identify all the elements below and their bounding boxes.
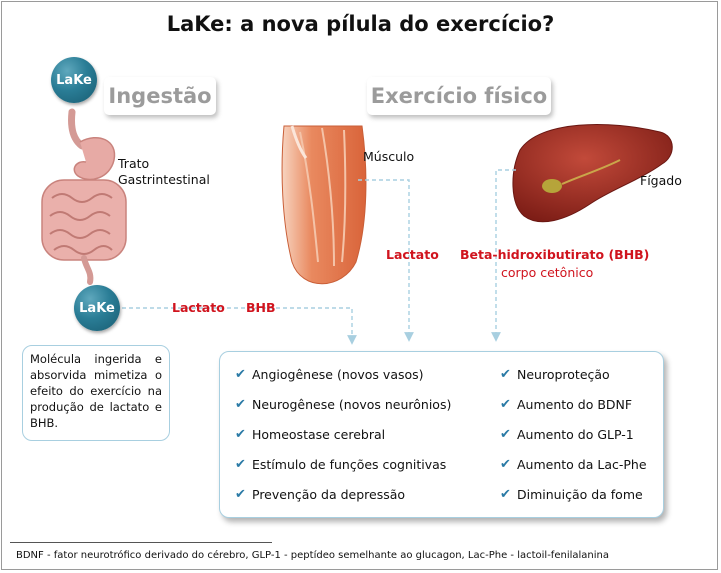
benefits-right-column — [500, 367, 647, 517]
check-icon: ✔ — [235, 367, 246, 382]
lactato-muscle-label: Lactato — [386, 247, 439, 262]
muscle-illustration — [282, 126, 366, 284]
check-icon: ✔ — [500, 367, 511, 382]
benefit-item: ✔ Diminuição da fome — [500, 487, 643, 502]
benefit-item: ✔ Aumento do BDNF — [500, 397, 633, 412]
benefits-left-column — [235, 367, 451, 517]
muscle-label: Músculo — [363, 149, 415, 164]
benefit-item: ✔ Estímulo de funções cognitivas — [235, 457, 447, 472]
benefit-item: ✔ Prevenção da depressão — [235, 487, 406, 502]
benefit-item: ✔ Angiogênese (novos vasos) — [235, 367, 424, 382]
check-icon: ✔ — [500, 487, 511, 502]
gut-label: Trato Gastrintestinal — [118, 156, 210, 187]
check-icon: ✔ — [235, 427, 246, 442]
bhb-liver-label: Beta-hidroxibutirato (BHB) — [460, 247, 650, 262]
check-icon: ✔ — [235, 397, 246, 412]
check-icon: ✔ — [235, 487, 246, 502]
ingestion-heading: Ingestão — [104, 77, 216, 115]
footnote: BDNF - fator neurotrófico derivado do cérebro, GLP-1 - peptídeo semelhante ao glucagon, Lac-Phe - lactoil-fenilalanina — [16, 550, 609, 561]
benefits-box — [219, 351, 664, 518]
liver-label: Fígado — [640, 173, 682, 188]
ketone-body-label: corpo cetônico — [501, 265, 594, 280]
benefit-item: ✔ Neuroproteção — [500, 367, 610, 382]
figure-title: LaKe: a nova pílula do exercício? — [166, 12, 555, 36]
check-icon: ✔ — [500, 427, 511, 442]
check-icon: ✔ — [500, 457, 511, 472]
lake-badge-top: LaKe — [51, 57, 97, 103]
footer-divider — [10, 542, 272, 543]
explanation-note: Molécula ingerida e absorvida mimetiza o efeito do exercício na produção de lactato e BHB. — [22, 345, 170, 441]
digestive-tract-illustration — [42, 112, 126, 282]
lactato-lake-label: Lactato — [172, 300, 225, 315]
benefit-item: ✔ Homeostase cerebral — [235, 427, 386, 442]
benefit-item: ✔ Aumento do GLP-1 — [500, 427, 634, 442]
lake-badge-bottom: LaKe — [74, 285, 120, 331]
check-icon: ✔ — [500, 397, 511, 412]
bhb-lake-label: BHB — [246, 300, 276, 315]
exercise-heading: Exercício físico — [367, 77, 551, 115]
benefit-item: ✔ Aumento da Lac-Phe — [500, 457, 647, 472]
check-icon: ✔ — [235, 457, 246, 472]
benefit-item: ✔ Neurogênese (novos neurônios) — [235, 397, 452, 412]
